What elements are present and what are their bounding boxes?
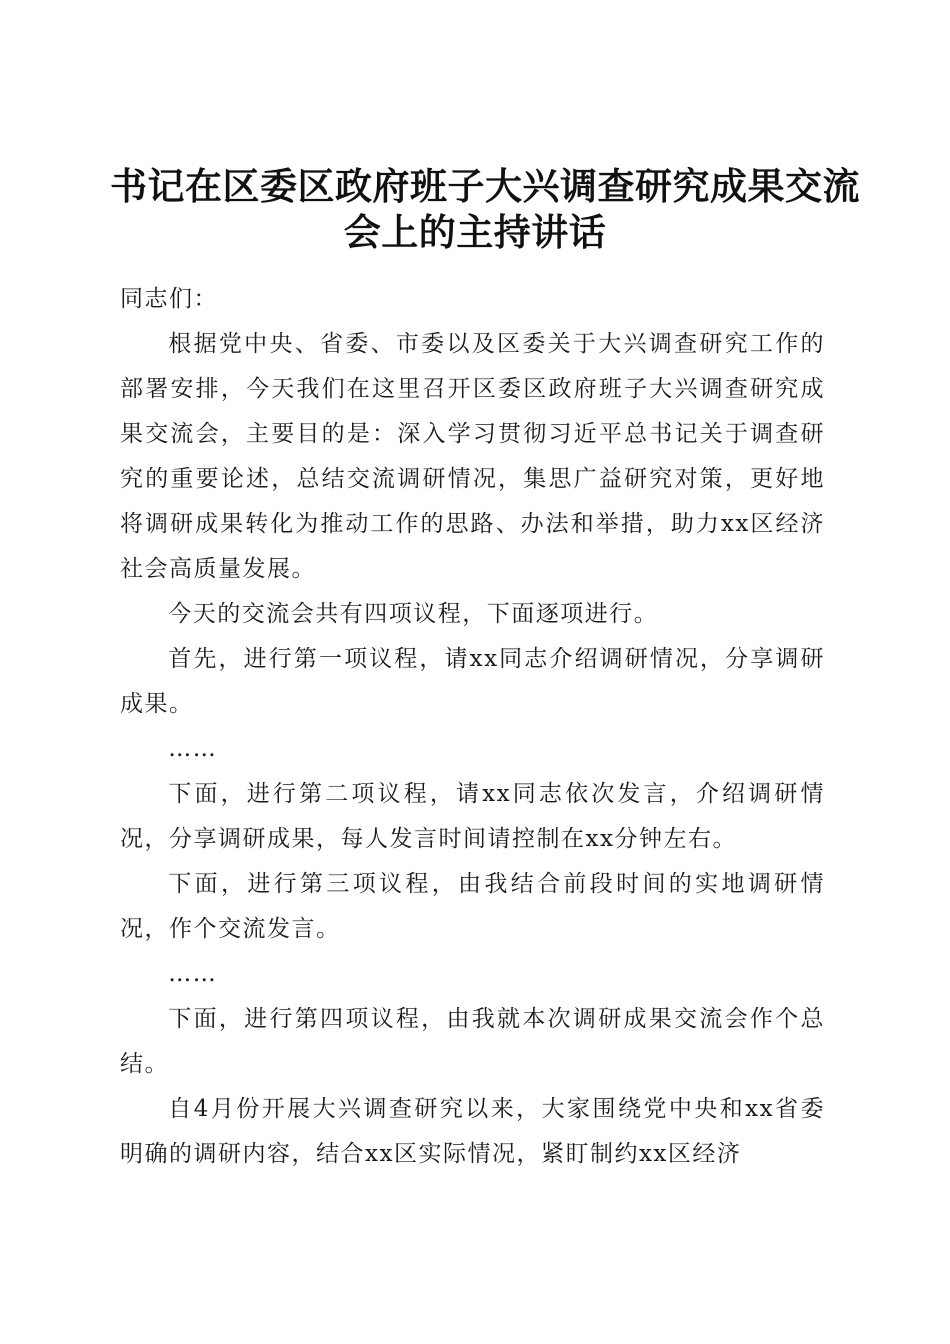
paragraph-summary: 自4月份开展大兴调查研究以来，大家围绕党中央和xx省委明确的调研内容，结合xx区实际情况，紧盯制约xx区经济 [120, 1096, 825, 1167]
title-line-1: 书记在区委区政府班子大兴调查研究成果交流 [110, 163, 860, 208]
paragraph-item-3: 下面，进行第三项议程，由我结合前段时间的实地调研情况，作个交流发言。 [120, 871, 825, 942]
ellipsis-2: …… [168, 961, 218, 987]
document-title [110, 163, 860, 255]
document-body [120, 277, 825, 1177]
paragraph-item-1: 首先，进行第一项议程，请xx同志介绍调研情况，分享调研成果。 [120, 646, 825, 717]
paragraph-purpose: 根据党中央、省委、市委以及区委关于大兴调查研究工作的部署安排，今天我们在这里召开区委区政府班子大兴调查研究成果交流会，主要目的是：深入学习贯彻习近平总书记关于调查研究的重要论述，总结交流调研情况，集思广益研究对策，更好地将调研成果转化为推动工作的思路、办法和举措，助力xx区经济社会高质量发展。 [120, 331, 825, 582]
ellipsis-1: …… [168, 736, 218, 762]
paragraph-agenda: 今天的交流会共有四项议程，下面逐项进行。 [168, 601, 659, 627]
paragraph-item-4: 下面，进行第四项议程，由我就本次调研成果交流会作个总结。 [120, 1006, 825, 1077]
title-line-2: 会上的主持讲话 [343, 209, 607, 254]
salutation: 同志们： [120, 286, 218, 312]
paragraph-item-2: 下面，进行第二项议程，请xx同志依次发言，介绍调研情况，分享调研成果，每人发言时间请控制在xx分钟左右。 [120, 781, 825, 852]
